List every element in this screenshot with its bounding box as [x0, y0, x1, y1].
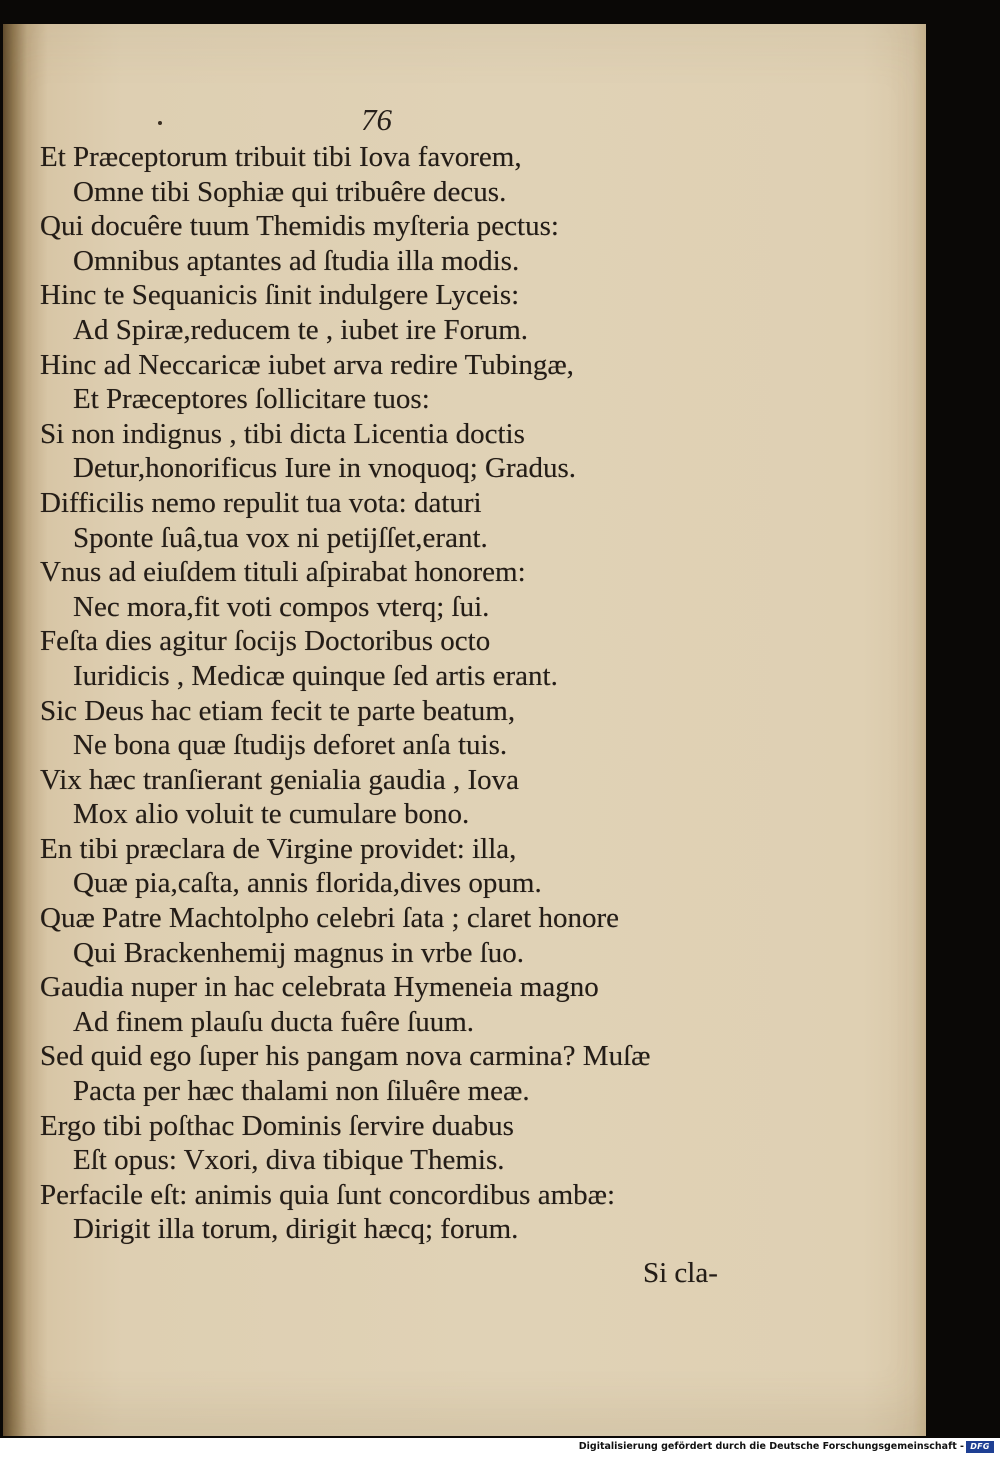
verse-line: Nec mora,fit voti compos vterq; ſui.	[73, 590, 490, 623]
verse-line: Sed quid ego ſuper his pangam nova carmina? Muſæ	[40, 1040, 651, 1073]
ink-dot	[158, 121, 162, 125]
verse-line: Mox alio voluit te cumulare bono.	[73, 798, 470, 831]
verse-line: Omne tibi Sophiæ qui tribuêre decus.	[73, 175, 507, 208]
verse-line: Quæ pia,caſta, annis florida,dives opum.	[73, 867, 542, 900]
verse-line: Difficilis nemo repulit tua vota: daturi	[40, 486, 482, 519]
verse-line: Sponte ſuâ,tua vox ni petijſſet,erant.	[73, 521, 488, 554]
verse-line: Vix hæc tranſierant genialia gaudia , Iova	[40, 763, 519, 796]
verse-line: Quæ Patre Machtolpho celebri ſata ; claret honore	[40, 902, 619, 935]
verse-line: Qui Brackenhemij magnus in vrbe ſuo.	[73, 936, 525, 969]
verse-line: Hinc ad Neccaricæ iubet arva redire Tubingæ,	[40, 348, 574, 381]
verse-line: Perfacile eſt: animis quia ſunt concordibus ambæ:	[40, 1178, 616, 1211]
verse-line: Omnibus aptantes ad ſtudia illa modis.	[73, 244, 520, 277]
verse-line: Et Præceptores ſollicitare tuos:	[73, 383, 430, 416]
book-page	[3, 24, 926, 1436]
digitization-credit: Digitalisierung gefördert durch die Deutsche Forschungsgemeinschaft -	[578, 1441, 964, 1452]
verse-line: Pacta per hæc thalami non ſiluêre meæ.	[73, 1075, 530, 1108]
verse-line: Eſt opus: Vxori, diva tibique Themis.	[73, 1144, 505, 1177]
verse-line: Ergo tibi poſthac Dominis ſervire duabus	[40, 1109, 514, 1142]
catchword: Si cla-	[643, 1257, 718, 1289]
verse-line: Vnus ad eiuſdem tituli aſpirabat honorem:	[40, 556, 526, 589]
poem-text	[3, 140, 926, 1247]
verse-line: Feſta dies agitur ſocijs Doctoribus octo	[40, 625, 491, 658]
verse-line: En tibi præclara de Virgine providet: illa,	[40, 832, 517, 865]
verse-line: Ne bona quæ ſtudijs deforet anſa tuis.	[73, 729, 508, 762]
verse-line: Dirigit illa torum, dirigit hæcq; forum.	[73, 1213, 519, 1246]
verse-line: Hinc te Sequanicis ſinit indulgere Lyceis:	[40, 279, 520, 312]
verse-line: Et Præceptorum tribuit tibi Iova favorem,	[40, 141, 522, 173]
dfg-logo: DFG	[966, 1441, 994, 1453]
verse-line: Iuridicis , Medicæ quinque ſed artis erant.	[73, 659, 558, 692]
verse-line: Si non indignus , tibi dicta Licentia doctis	[40, 417, 525, 450]
verse-line: Qui docuêre tuum Themidis myſteria pectus:	[40, 210, 559, 243]
verse-line: Ad Spiræ,reducem te , iubet ire Forum.	[73, 313, 529, 346]
verse-line: Gaudia nuper in hac celebrata Hymeneia magno	[40, 971, 599, 1004]
page-number: 76	[361, 102, 392, 137]
verse-line: Detur,honorificus Iure in vnoquoq; Gradus.	[73, 452, 577, 485]
verse-line: Ad finem plauſu ducta fuêre ſuum.	[73, 1005, 475, 1038]
verse-line: Sic Deus hac etiam fecit te parte beatum,	[40, 694, 516, 727]
